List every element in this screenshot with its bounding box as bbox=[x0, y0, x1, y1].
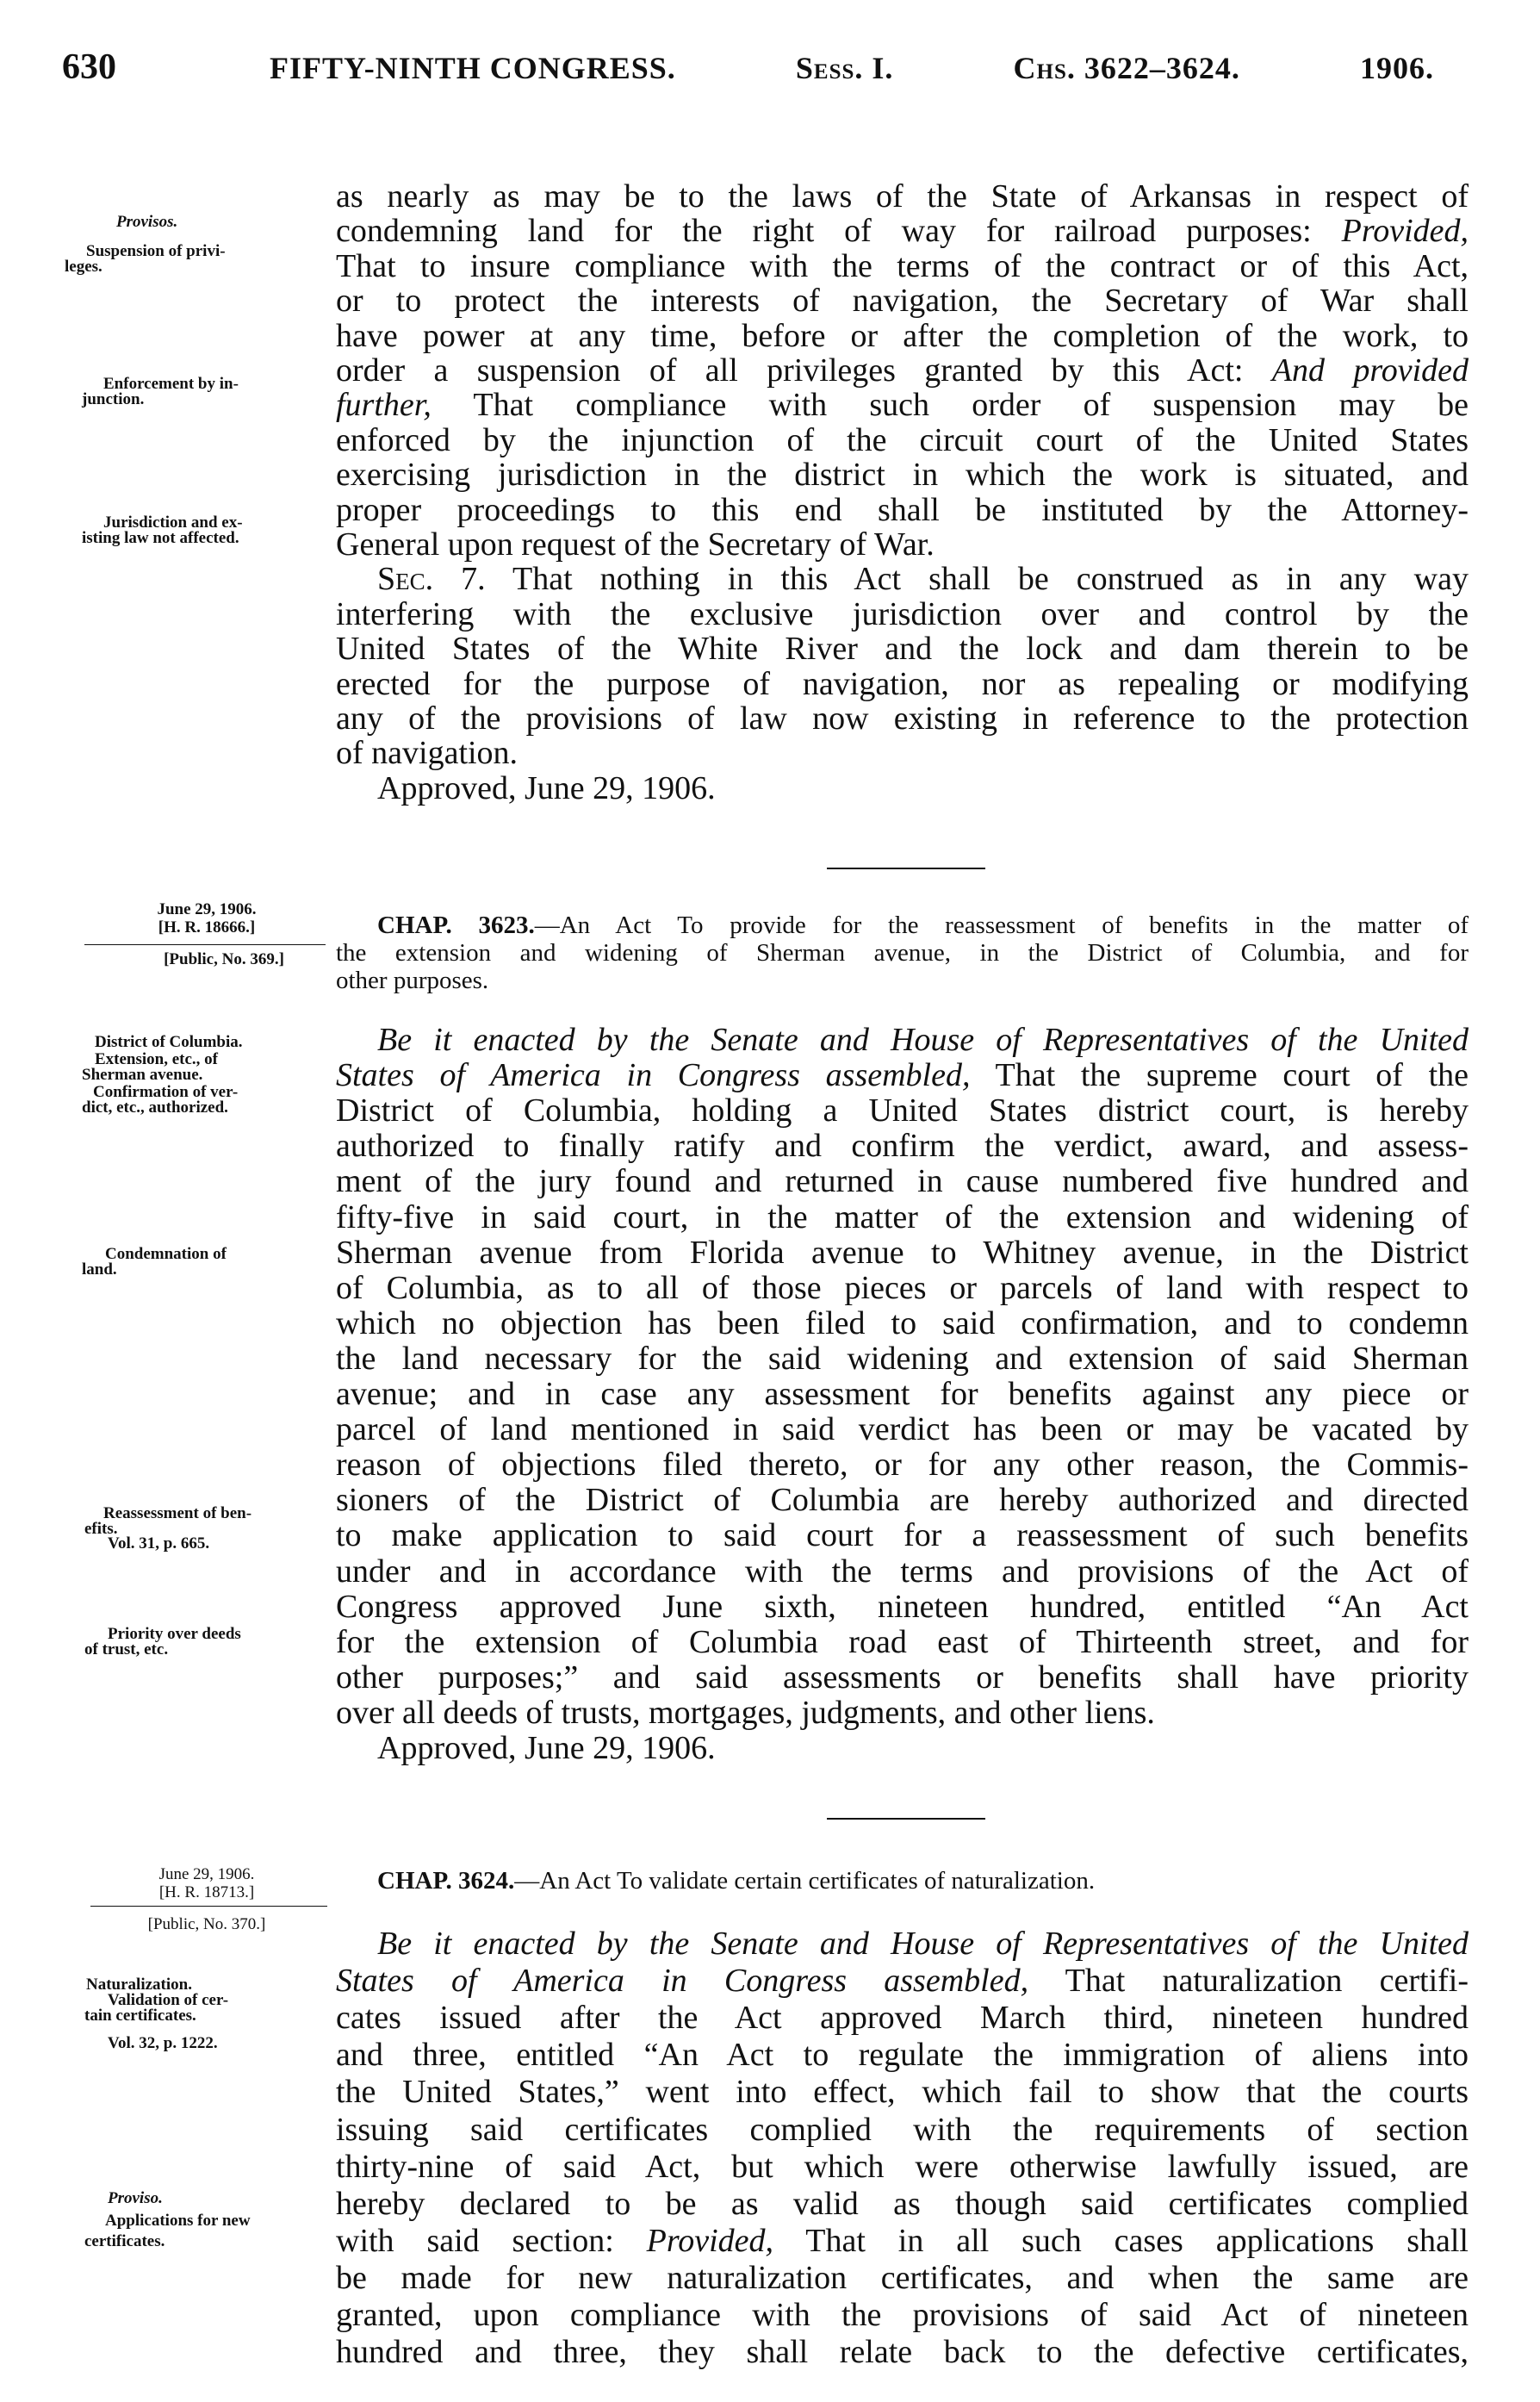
text-run: enforced by the injunction of the circuit court of the United States bbox=[336, 422, 1469, 458]
body-line bbox=[336, 1625, 1469, 1659]
italic-text: further, bbox=[336, 387, 432, 423]
body-line bbox=[336, 2335, 1469, 2369]
body-line bbox=[336, 249, 1469, 283]
section-divider bbox=[827, 868, 985, 869]
marginal-note: of trust, etc. bbox=[84, 1640, 169, 1658]
body-line bbox=[336, 1554, 1469, 1589]
marginal-note: Validation of cer- bbox=[108, 1991, 229, 2009]
section-label: Sec. 7. bbox=[377, 561, 486, 597]
text-run: Sherman avenue from Florida avenue to Whitney avenue, in the District bbox=[336, 1235, 1469, 1271]
text-run: General upon request of the Secretary of War. bbox=[336, 526, 935, 563]
body-line bbox=[336, 1058, 1469, 1092]
text-run: other purposes. bbox=[336, 967, 489, 994]
body-line bbox=[336, 1660, 1469, 1695]
text-run: parcel of land mentioned in said verdict has been or may be vacated by bbox=[336, 1411, 1469, 1447]
text-run: over all deeds of trusts, mortgages, judgments, and other liens. bbox=[336, 1695, 1155, 1731]
body-line bbox=[336, 2150, 1469, 2184]
body-line bbox=[336, 2224, 1469, 2258]
body-line bbox=[336, 2187, 1469, 2221]
text-run: as nearly as may be to the laws of the State of Arkansas in respect of bbox=[336, 178, 1469, 215]
body-line bbox=[336, 1963, 1469, 1998]
text-run: be made for new naturalization certificates, and when the same are bbox=[336, 2260, 1469, 2296]
body-line bbox=[336, 214, 1469, 248]
chapter-3624-public-law: [Public, No. 370.] bbox=[147, 1915, 266, 1933]
body-line bbox=[336, 667, 1469, 701]
text-run: hereby declared to be as valid as though said certificates complied bbox=[336, 2186, 1469, 2222]
chapter-heading bbox=[336, 939, 1469, 967]
text-run: which no objection has been filed to said confirmation, and to condemn bbox=[336, 1305, 1469, 1341]
text-run: other purposes;” and said assessments or benefits shall have priority bbox=[336, 1659, 1469, 1696]
text-run: reason of objections filed thereto, or for any other reason, the Commis- bbox=[336, 1447, 1469, 1483]
italic-text: Be it enacted by the Senate and House of Representatives of the United bbox=[377, 1926, 1469, 1962]
text-run: cates issued after the Act approved March third, nineteen hundred bbox=[336, 2000, 1469, 2036]
italic-text: Provided, bbox=[646, 2223, 774, 2259]
marginal-note: Priority over deeds bbox=[108, 1625, 241, 1643]
body-line bbox=[336, 1129, 1469, 1163]
text-run: for the extension of Columbia road east of Thirteenth street, and for bbox=[336, 1624, 1469, 1660]
marginal-note: District of Columbia. bbox=[95, 1033, 243, 1051]
body-line bbox=[336, 1518, 1469, 1553]
text-run: That to insure compliance with the terms of the contract or of this Act, bbox=[336, 248, 1469, 284]
body-line bbox=[336, 1200, 1469, 1235]
congress-title: FIFTY-NINTH CONGRESS. bbox=[270, 51, 676, 85]
body-line bbox=[336, 283, 1469, 318]
italic-text: Provided, bbox=[1341, 213, 1469, 249]
chapter-range: Chs. 3622–3624. bbox=[1013, 51, 1240, 85]
chapter-heading bbox=[377, 912, 1469, 939]
marginal-note: junction. bbox=[82, 390, 145, 408]
text-run: to make application to said court for a reassessment of such benefits bbox=[336, 1517, 1469, 1553]
marginal-note: Applications for new bbox=[105, 2212, 251, 2230]
body-line bbox=[336, 179, 1469, 214]
body-line bbox=[336, 2113, 1469, 2147]
marginal-note: Extension, etc., of bbox=[95, 1050, 219, 1068]
session: Sess. I. bbox=[795, 51, 894, 85]
body-line bbox=[336, 1306, 1469, 1341]
text-run: authorized to finally ratify and confirm the verdict, award, and assess- bbox=[336, 1128, 1469, 1164]
body-line bbox=[336, 597, 1469, 632]
body-line bbox=[336, 1164, 1469, 1198]
marginal-note: Enforcement by in- bbox=[103, 375, 239, 393]
running-head bbox=[270, 50, 1434, 86]
marginal-note: certificates. bbox=[84, 2232, 165, 2250]
chapter-3623-public-law: [Public, No. 369.] bbox=[164, 950, 284, 968]
marginal-note: land. bbox=[82, 1260, 117, 1279]
italic-text: Be it enacted by the Senate and House of Representatives of the United bbox=[377, 1022, 1469, 1058]
text-run: the land necessary for the said widening and extension of said Sherman bbox=[336, 1341, 1469, 1377]
body-line bbox=[377, 1023, 1469, 1057]
body-line bbox=[377, 1926, 1469, 1961]
text-run: That naturalization certifi- bbox=[1028, 1963, 1469, 1999]
chapter-3624-bill: [H. R. 18713.] bbox=[158, 1883, 255, 1901]
text-run: That in all such cases applications shall bbox=[773, 2223, 1469, 2259]
body-line bbox=[377, 562, 1469, 596]
marginal-note: Provisos. bbox=[116, 213, 178, 231]
marginal-note: efits. bbox=[84, 1520, 118, 1538]
text-run: with said section: bbox=[336, 2223, 647, 2259]
body-line bbox=[336, 1093, 1469, 1128]
text-run: hundred and three, they shall relate back to the defective certificates, bbox=[336, 2334, 1469, 2370]
body-line bbox=[336, 1377, 1469, 1411]
text-run: the extension and widening of Sherman avenue, in the District of Columbia, and for bbox=[336, 939, 1469, 967]
text-run: That compliance with such order of suspension may be bbox=[431, 387, 1469, 423]
chapter-heading bbox=[336, 967, 1469, 994]
text-run: issuing said certificates complied with the requirements of section bbox=[336, 2112, 1469, 2148]
text-run: Approved, June 29, 1906. bbox=[377, 1730, 716, 1766]
body-line bbox=[336, 701, 1469, 736]
chapter-label: CHAP. 3624. bbox=[377, 1867, 515, 1895]
text-run: ment of the jury found and returned in cause numbered five hundred and bbox=[336, 1163, 1469, 1199]
text-run: condemning land for the right of way for railroad purposes: bbox=[336, 213, 1342, 249]
body-line bbox=[336, 1235, 1469, 1270]
marginal-note: Condemnation of bbox=[105, 1245, 227, 1263]
body-line bbox=[336, 423, 1469, 457]
marginal-note: isting law not affected. bbox=[82, 529, 239, 547]
body-line bbox=[336, 1483, 1469, 1517]
text-run: granted, upon compliance with the provisions of said Act of nineteen bbox=[336, 2297, 1469, 2333]
chapter-3623-date: June 29, 1906. bbox=[157, 900, 257, 918]
body-line bbox=[336, 319, 1469, 353]
marginal-note: Vol. 32, p. 1222. bbox=[108, 2034, 218, 2052]
body-line bbox=[336, 2038, 1469, 2072]
text-run: exercising jurisdiction in the district in which the work is situated, and bbox=[336, 457, 1469, 493]
text-run: That the supreme court of the bbox=[970, 1057, 1469, 1093]
marginal-note: Vol. 31, p. 665. bbox=[108, 1534, 210, 1553]
text-run: Congress approved June sixth, nineteen hundred, entitled “An Act bbox=[336, 1589, 1469, 1625]
body-line bbox=[336, 1341, 1469, 1376]
text-run: of navigation. bbox=[336, 735, 519, 771]
body-line bbox=[336, 2001, 1469, 2035]
divider bbox=[90, 1906, 327, 1907]
body-line bbox=[336, 632, 1469, 666]
text-run: —An Act To provide for the reassessment of benefits in the matter of bbox=[534, 912, 1469, 939]
text-run: thirty-nine of said Act, but which were otherwise lawfully issued, are bbox=[336, 2149, 1469, 2185]
text-run: Approved, June 29, 1906. bbox=[377, 770, 716, 806]
text-run: District of Columbia, holding a United States district court, is hereby bbox=[336, 1092, 1469, 1129]
body-line bbox=[336, 457, 1469, 492]
body-line bbox=[336, 2075, 1469, 2109]
text-run: fifty-five in said court, in the matter of the extension and widening of bbox=[336, 1199, 1469, 1235]
chapter-heading bbox=[377, 1867, 1469, 1895]
chapter-3623-bill: [H. R. 18666.] bbox=[158, 918, 256, 937]
year: 1906. bbox=[1359, 51, 1434, 85]
text-run: sioners of the District of Columbia are hereby authorized and directed bbox=[336, 1482, 1469, 1518]
marginal-note: Naturalization. bbox=[86, 1976, 192, 1994]
text-run: any of the provisions of law now existing in reference to the protection bbox=[336, 700, 1469, 737]
text-run: erected for the purpose of navigation, nor as repealing or modifying bbox=[336, 666, 1469, 702]
italic-text: States of America in Congress assembled, bbox=[336, 1963, 1029, 1999]
chapter-3624-date: June 29, 1906. bbox=[158, 1865, 255, 1883]
body-line bbox=[336, 1271, 1469, 1305]
section-divider bbox=[827, 1818, 985, 1820]
text-run: interfering with the exclusive jurisdiction over and control by the bbox=[336, 596, 1469, 632]
text-run: under and in accordance with the terms and provisions of the Act of bbox=[336, 1553, 1469, 1590]
body-line bbox=[336, 1696, 1469, 1730]
marginal-note: Jurisdiction and ex- bbox=[103, 513, 243, 532]
body-line bbox=[336, 1590, 1469, 1624]
text-run: —An Act To validate certain certificates of naturalization. bbox=[514, 1867, 1096, 1895]
body-line bbox=[336, 2298, 1469, 2332]
body-line bbox=[336, 388, 1469, 422]
text-run: or to protect the interests of navigation, the Secretary of War shall bbox=[336, 283, 1469, 319]
body-line bbox=[336, 1412, 1469, 1447]
chapter-label: CHAP. 3623. bbox=[377, 912, 535, 939]
marginal-note: Reassessment of ben- bbox=[103, 1504, 252, 1522]
body-line bbox=[336, 493, 1469, 527]
body-line bbox=[336, 527, 1469, 562]
marginal-note: Confirmation of ver- bbox=[93, 1083, 239, 1101]
italic-text: And provided bbox=[1271, 352, 1469, 389]
divider bbox=[84, 944, 326, 945]
body-line bbox=[377, 1731, 716, 1765]
body-line bbox=[336, 2261, 1469, 2295]
text-run: That nothing in this Act shall be construed as in any way bbox=[485, 561, 1469, 597]
text-run: the United States,” went into effect, which fail to show that the courts bbox=[336, 2074, 1469, 2110]
marginal-note: Proviso. bbox=[108, 2189, 163, 2207]
marginal-note: leges. bbox=[65, 258, 102, 276]
body-line bbox=[377, 771, 716, 806]
marginal-note: tain certificates. bbox=[84, 2007, 196, 2025]
body-line bbox=[336, 736, 1469, 770]
marginal-note: Sherman avenue. bbox=[82, 1066, 203, 1084]
text-run: order a suspension of all privileges granted by this Act: bbox=[336, 352, 1272, 389]
body-line bbox=[336, 353, 1469, 388]
marginal-note: dict, etc., authorized. bbox=[82, 1098, 228, 1117]
italic-text: States of America in Congress assembled, bbox=[336, 1057, 971, 1093]
text-run: avenue; and in case any assessment for benefits against any piece or bbox=[336, 1376, 1469, 1412]
text-run: proper proceedings to this end shall be instituted by the Attorney- bbox=[336, 492, 1469, 528]
text-run: of Columbia, as to all of those pieces or parcels of land with respect to bbox=[336, 1270, 1469, 1306]
text-run: United States of the White River and the lock and dam therein to be bbox=[336, 631, 1469, 667]
marginal-note: Suspension of privi- bbox=[86, 242, 226, 260]
text-run: and three, entitled “An Act to regulate the immigration of aliens into bbox=[336, 2037, 1469, 2073]
page-number: 630 bbox=[62, 47, 116, 87]
text-run: have power at any time, before or after the completion of the work, to bbox=[336, 318, 1469, 354]
body-line bbox=[336, 1447, 1469, 1482]
